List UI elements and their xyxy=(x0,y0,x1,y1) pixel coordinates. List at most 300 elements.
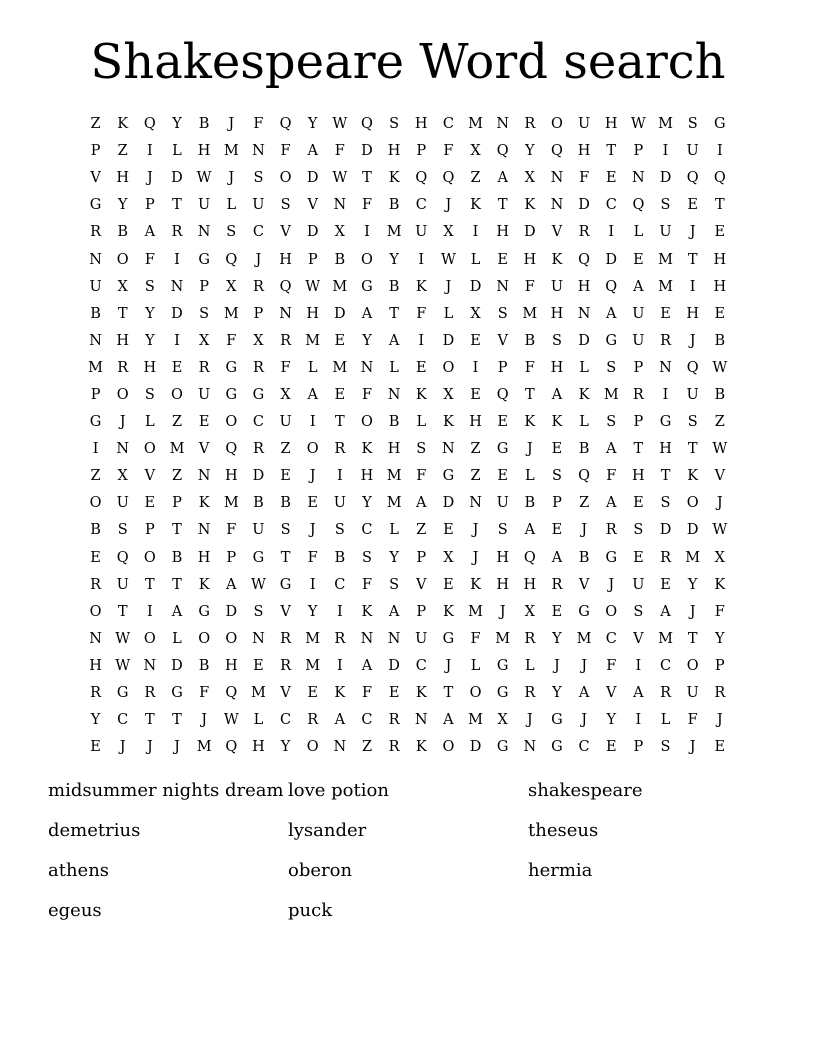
grid-letter: U xyxy=(686,143,699,160)
grid-letter: Y xyxy=(552,630,562,647)
grid-letter: U xyxy=(252,197,265,214)
grid-letter: K xyxy=(442,414,454,431)
grid-letter: E xyxy=(415,359,427,376)
grid-letter: R xyxy=(660,332,671,349)
grid-row xyxy=(82,219,734,246)
grid-letter: C xyxy=(117,712,129,729)
grid-letter: R xyxy=(660,685,671,702)
grid-letter: J xyxy=(309,468,316,485)
grid-letter: D xyxy=(659,170,672,187)
grid-letter: I xyxy=(174,332,180,349)
grid-letter: W xyxy=(712,522,728,539)
grid-letter: Y xyxy=(362,332,372,349)
grid-letter: I xyxy=(418,251,425,268)
grid-letter: C xyxy=(361,712,373,729)
grid-letter: P xyxy=(633,359,644,376)
grid-letter: W xyxy=(250,576,266,593)
grid-letter: K xyxy=(198,576,210,593)
grid-letter: T xyxy=(606,143,617,160)
grid-letter: H xyxy=(577,278,591,295)
grid-letter: C xyxy=(252,414,264,431)
grid-letter: P xyxy=(633,739,644,756)
grid-letter: R xyxy=(388,712,400,729)
grid-letter: A xyxy=(606,441,617,458)
grid-letter: I xyxy=(472,359,479,376)
grid-letter: D xyxy=(605,251,618,268)
grid-letter: S xyxy=(253,603,264,620)
grid-letter: L xyxy=(416,414,427,431)
grid-letter: V xyxy=(578,576,590,593)
grid-letter: S xyxy=(280,522,291,539)
grid-letter: F xyxy=(226,522,237,539)
grid-letter: K xyxy=(198,495,210,512)
grid-letter: F xyxy=(199,685,210,702)
grid-letter: F xyxy=(307,549,318,566)
grid-letter: T xyxy=(280,549,291,566)
grid-letter: G xyxy=(198,603,210,620)
grid-letter: F xyxy=(470,630,481,647)
grid-letter: W xyxy=(440,251,456,268)
grid-letter: Q xyxy=(225,251,238,268)
grid-letter: I xyxy=(146,603,153,620)
grid-letter: O xyxy=(116,386,129,403)
grid-letter: E xyxy=(633,549,644,566)
grid-letter: P xyxy=(714,657,725,674)
grid-letter: G xyxy=(252,549,265,566)
word-list-item: shakespeare xyxy=(528,780,643,801)
grid-letter: Q xyxy=(578,468,591,485)
grid-letter: B xyxy=(388,278,400,295)
grid-letter: L xyxy=(226,197,237,214)
grid-letter: N xyxy=(170,278,184,295)
word-list-item: egeus xyxy=(48,900,102,921)
grid-letter: S xyxy=(551,468,562,485)
grid-letter: O xyxy=(442,359,455,376)
grid-letter: S xyxy=(280,197,291,214)
grid-letter: E xyxy=(388,685,400,702)
grid-letter: A xyxy=(334,712,346,729)
grid-letter: J xyxy=(689,603,696,620)
grid-letter: P xyxy=(226,549,237,566)
grid-letter: M xyxy=(658,251,673,268)
grid-letter: R xyxy=(252,278,264,295)
grid-letter: H xyxy=(550,305,564,322)
grid-letter: G xyxy=(89,197,102,214)
grid-letter: A xyxy=(171,603,183,620)
grid-letter: H xyxy=(496,549,509,566)
grid-letter: S xyxy=(633,522,644,539)
grid-letter: Y xyxy=(687,576,698,593)
grid-row xyxy=(82,734,734,761)
grid-letter: O xyxy=(551,116,563,133)
grid-letter: N xyxy=(333,197,347,214)
grid-letter: A xyxy=(606,305,617,322)
grid-letter: N xyxy=(279,305,292,322)
grid-letter: H xyxy=(387,143,401,160)
grid-letter: X xyxy=(117,278,128,295)
grid-letter: Q xyxy=(686,359,699,376)
grid-row xyxy=(82,707,734,734)
grid-letter: Q xyxy=(605,278,618,295)
grid-letter: C xyxy=(415,657,427,674)
grid-letter: K xyxy=(415,685,427,702)
grid-letter: K xyxy=(361,603,373,620)
grid-letter: K xyxy=(714,576,726,593)
grid-letter: T xyxy=(389,305,399,322)
grid-letter: U xyxy=(686,685,699,702)
grid-letter: O xyxy=(686,495,699,512)
grid-letter: O xyxy=(198,630,211,647)
grid-letter: C xyxy=(252,224,264,241)
grid-letter: N xyxy=(387,386,401,403)
grid-letter: W xyxy=(332,170,348,187)
grid-letter: A xyxy=(307,143,318,160)
grid-letter: P xyxy=(416,143,427,160)
grid-letter: S xyxy=(226,224,237,241)
grid-letter: U xyxy=(496,495,509,512)
grid-letter: N xyxy=(496,278,510,295)
grid-letter: G xyxy=(551,712,563,729)
grid-letter: Z xyxy=(714,414,725,431)
word-list xyxy=(48,775,768,935)
grid-letter: N xyxy=(523,739,537,756)
grid-letter: A xyxy=(606,495,617,512)
grid-letter: P xyxy=(307,251,318,268)
grid-letter: C xyxy=(578,739,590,756)
grid-letter: U xyxy=(198,386,211,403)
grid-letter: F xyxy=(253,116,264,133)
grid-letter: H xyxy=(577,143,591,160)
grid-letter: N xyxy=(252,630,265,647)
grid-letter: S xyxy=(687,116,698,133)
grid-letter: T xyxy=(687,630,698,647)
grid-row xyxy=(82,572,734,599)
grid-letter: M xyxy=(658,630,673,647)
grid-letter: B xyxy=(253,495,264,512)
grid-letter: A xyxy=(416,495,427,512)
grid-letter: N xyxy=(89,332,102,349)
grid-letter: M xyxy=(685,549,701,566)
grid-letter: B xyxy=(280,495,291,512)
grid-letter: A xyxy=(361,657,373,674)
grid-letter: H xyxy=(550,359,564,376)
grid-letter: J xyxy=(499,603,506,620)
grid-letter: I xyxy=(662,386,669,403)
grid-letter: D xyxy=(306,224,319,241)
grid-letter: Y xyxy=(389,549,399,566)
grid-letter: I xyxy=(174,251,180,268)
grid-letter: E xyxy=(144,495,156,512)
grid-letter: V xyxy=(606,685,617,702)
grid-letter: H xyxy=(116,170,130,187)
grid-letter: Y xyxy=(606,712,617,729)
grid-row xyxy=(82,138,734,165)
grid-letter: N xyxy=(360,359,374,376)
word-list-item: oberon xyxy=(288,860,353,881)
grid-letter: L xyxy=(389,522,399,539)
word-list-item: athens xyxy=(48,860,110,881)
grid-letter: A xyxy=(497,170,508,187)
grid-letter: U xyxy=(632,332,645,349)
grid-letter: N xyxy=(550,197,564,214)
grid-letter: U xyxy=(279,414,292,431)
grid-letter: A xyxy=(443,712,454,729)
grid-letter: Y xyxy=(307,603,318,620)
grid-letter: M xyxy=(332,359,348,376)
grid-letter: C xyxy=(280,712,292,729)
grid-letter: J xyxy=(526,712,533,729)
grid-letter: E xyxy=(443,576,454,593)
grid-letter: P xyxy=(416,603,427,620)
grid-letter: H xyxy=(306,305,320,322)
grid-letter: F xyxy=(361,386,372,403)
grid-letter: E xyxy=(714,739,726,756)
grid-letter: O xyxy=(225,414,238,431)
grid-letter: M xyxy=(305,657,321,674)
grid-letter: B xyxy=(90,522,101,539)
grid-letter: I xyxy=(309,414,316,431)
grid-letter: F xyxy=(416,305,427,322)
grid-letter: H xyxy=(469,414,482,431)
grid-letter: B xyxy=(334,549,346,566)
grid-letter: V xyxy=(90,170,101,187)
grid-letter: Y xyxy=(525,143,535,160)
grid-letter: D xyxy=(578,332,590,349)
grid-letter: E xyxy=(497,468,508,485)
grid-letter: Q xyxy=(415,170,428,187)
grid-letter: N xyxy=(197,468,211,485)
grid-letter: U xyxy=(632,576,645,593)
grid-letter: G xyxy=(496,739,509,756)
grid-letter: J xyxy=(309,522,316,539)
grid-letter: X xyxy=(253,332,264,349)
grid-letter: G xyxy=(714,116,726,133)
grid-letter: D xyxy=(388,657,400,674)
grid-letter: G xyxy=(279,576,292,593)
grid-letter: G xyxy=(578,603,590,620)
grid-letter: T xyxy=(362,170,372,187)
grid-letter: E xyxy=(171,359,183,376)
grid-letter: S xyxy=(606,414,617,431)
grid-letter: V xyxy=(280,685,291,702)
grid-letter: G xyxy=(225,386,238,403)
grid-letter: E xyxy=(280,468,291,485)
grid-letter: A xyxy=(633,278,644,295)
grid-letter: J xyxy=(228,116,235,133)
grid-letter: P xyxy=(90,143,101,160)
grid-letter: M xyxy=(468,712,483,729)
grid-letter: O xyxy=(442,739,455,756)
grid-letter: Q xyxy=(225,441,238,458)
grid-letter: W xyxy=(332,116,348,133)
grid-letter: O xyxy=(605,603,618,620)
grid-letter: L xyxy=(633,224,644,241)
grid-letter: T xyxy=(687,251,698,268)
grid-letter: H xyxy=(197,143,211,160)
grid-letter: I xyxy=(364,224,370,241)
grid-letter: D xyxy=(469,739,482,756)
grid-letter: Z xyxy=(416,522,427,539)
grid-letter: X xyxy=(524,170,535,187)
grid-letter: O xyxy=(89,603,102,620)
grid-letter: S xyxy=(389,576,400,593)
grid-letter: F xyxy=(443,143,454,160)
grid-letter: U xyxy=(415,630,428,647)
grid-letter: E xyxy=(605,170,617,187)
grid-letter: E xyxy=(307,495,318,512)
grid-letter: J xyxy=(445,197,452,214)
grid-letter: S xyxy=(199,305,210,322)
grid-letter: B xyxy=(578,549,590,566)
grid-letter: Y xyxy=(715,630,725,647)
grid-letter: S xyxy=(660,739,671,756)
grid-letter: E xyxy=(497,251,508,268)
grid-letter: H xyxy=(713,251,727,268)
grid-letter: V xyxy=(714,468,726,485)
grid-letter: L xyxy=(145,414,155,431)
grid-letter: H xyxy=(224,468,238,485)
grid-letter: I xyxy=(92,441,99,458)
grid-letter: S xyxy=(416,441,427,458)
grid-letter: G xyxy=(659,414,672,431)
grid-letter: F xyxy=(280,143,291,160)
grid-letter: Y xyxy=(552,685,562,702)
grid-letter: E xyxy=(470,386,481,403)
grid-letter: I xyxy=(716,143,723,160)
grid-letter: X xyxy=(497,712,508,729)
grid-letter: H xyxy=(523,251,537,268)
grid-letter: F xyxy=(361,576,372,593)
grid-letter: X xyxy=(198,332,210,349)
grid-letter: Z xyxy=(171,468,183,485)
grid-letter: G xyxy=(496,685,509,702)
grid-letter: L xyxy=(389,359,399,376)
grid-letter: A xyxy=(633,685,644,702)
grid-letter: V xyxy=(633,630,644,647)
grid-letter: Z xyxy=(579,495,590,512)
grid-letter: I xyxy=(336,603,343,620)
grid-letter: P xyxy=(144,522,155,539)
grid-letter: F xyxy=(361,197,372,214)
grid-letter: B xyxy=(198,116,210,133)
grid-letter: Q xyxy=(496,143,509,160)
grid-letter: U xyxy=(659,224,672,241)
grid-row xyxy=(82,274,734,301)
grid-letter: R xyxy=(578,224,590,241)
grid-letter: B xyxy=(524,495,536,512)
grid-letter: N xyxy=(197,522,211,539)
grid-letter: Y xyxy=(145,332,155,349)
grid-letter: K xyxy=(415,278,427,295)
grid-letter: Q xyxy=(551,143,563,160)
grid-letter: R xyxy=(280,332,292,349)
grid-letter: T xyxy=(172,576,182,593)
grid-letter: K xyxy=(415,739,427,756)
grid-letter: M xyxy=(223,495,239,512)
grid-letter: T xyxy=(172,522,182,539)
grid-letter: V xyxy=(551,224,563,241)
grid-letter: D xyxy=(524,224,536,241)
grid-letter: H xyxy=(360,468,374,485)
grid-letter: D xyxy=(686,522,699,539)
grid-letter: M xyxy=(522,305,538,322)
grid-letter: F xyxy=(524,359,535,376)
grid-letter: H xyxy=(604,116,618,133)
grid-letter: F xyxy=(144,251,155,268)
grid-letter: S xyxy=(497,522,508,539)
grid-letter: O xyxy=(686,657,699,674)
grid-letter: A xyxy=(524,522,536,539)
grid-letter: L xyxy=(579,414,589,431)
grid-letter: J xyxy=(119,739,126,756)
word-list-item: midsummer nights dream xyxy=(48,780,284,801)
grid-letter: W xyxy=(712,441,728,458)
grid-letter: X xyxy=(443,224,454,241)
grid-letter: N xyxy=(632,170,645,187)
grid-letter: M xyxy=(250,685,266,702)
grid-letter: N xyxy=(116,441,130,458)
grid-letter: M xyxy=(223,143,239,160)
grid-letter: J xyxy=(445,657,452,674)
grid-letter: U xyxy=(550,278,564,295)
grid-letter: D xyxy=(171,305,183,322)
grid-letter: R xyxy=(307,712,319,729)
grid-letter: D xyxy=(659,522,672,539)
grid-letter: A xyxy=(361,305,373,322)
grid-letter: F xyxy=(579,170,590,187)
grid-letter: U xyxy=(89,278,102,295)
grid-letter: R xyxy=(551,576,563,593)
grid-letter: N xyxy=(496,116,510,133)
grid-letter: Q xyxy=(116,549,129,566)
grid-letter: Q xyxy=(496,386,509,403)
grid-letter: M xyxy=(658,278,673,295)
grid-letter: X xyxy=(470,143,481,160)
grid-letter: L xyxy=(525,468,535,485)
grid-letter: N xyxy=(89,630,102,647)
grid-letter: P xyxy=(416,549,427,566)
grid-letter: V xyxy=(416,576,427,593)
grid-letter: B xyxy=(524,332,536,349)
grid-letter: L xyxy=(579,359,589,376)
grid-letter: B xyxy=(90,305,101,322)
grid-row xyxy=(82,301,734,328)
grid-letter: L xyxy=(307,359,318,376)
grid-letter: I xyxy=(662,143,669,160)
grid-letter: K xyxy=(551,251,563,268)
grid-letter: O xyxy=(143,630,156,647)
grid-letter: J xyxy=(174,739,180,756)
grid-letter: N xyxy=(469,495,482,512)
grid-letter: Q xyxy=(686,170,699,187)
grid-letter: U xyxy=(632,305,645,322)
grid-letter: H xyxy=(143,359,157,376)
grid-letter: X xyxy=(443,549,454,566)
grid-letter: F xyxy=(714,603,725,620)
word-list-item: demetrius xyxy=(48,820,141,841)
grid-letter: C xyxy=(442,116,454,133)
grid-letter: J xyxy=(581,712,588,729)
grid-letter: R xyxy=(388,739,400,756)
grid-letter: H xyxy=(89,657,102,674)
grid-letter: M xyxy=(196,739,212,756)
grid-letter: U xyxy=(333,495,346,512)
grid-letter: S xyxy=(687,414,698,431)
grid-letter: R xyxy=(198,359,210,376)
grid-letter: E xyxy=(443,522,454,539)
grid-letter: X xyxy=(280,386,291,403)
grid-letter: B xyxy=(578,441,590,458)
